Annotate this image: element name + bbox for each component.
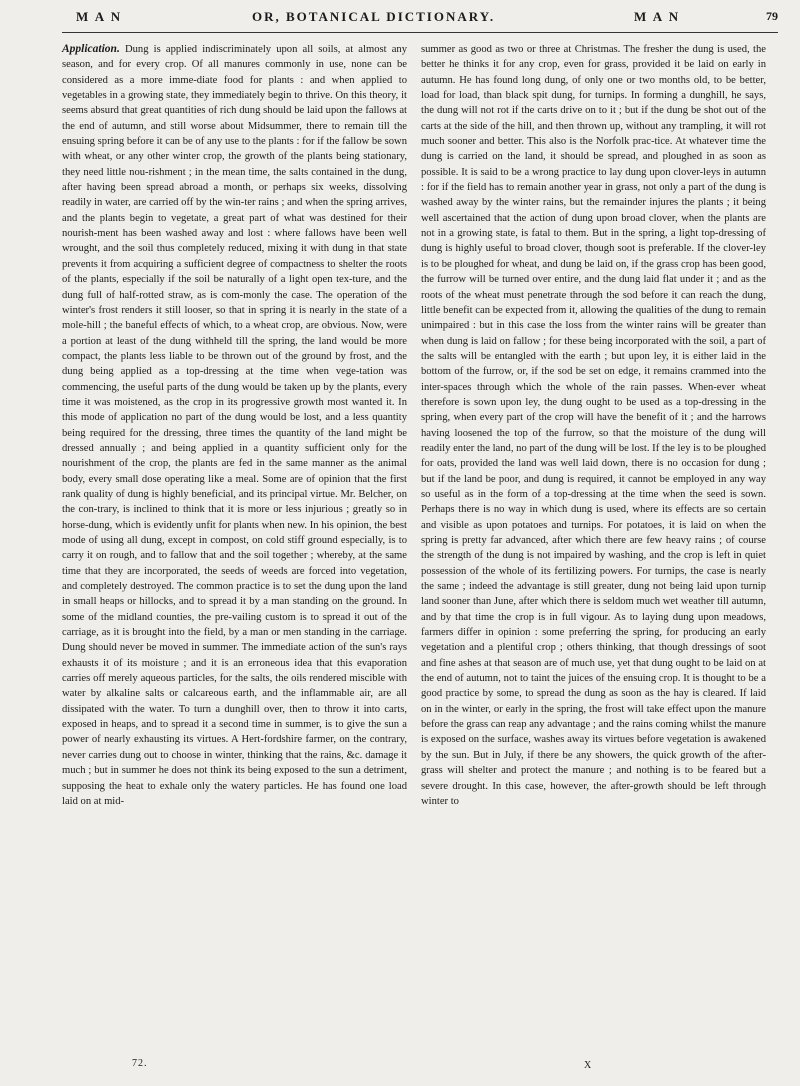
right-column-paragraph: summer as good as two or three at Christmas. The fresher the dung is used, the better he thinks it for any crop, even for grass, provided it be laid on early in autumn. He has found long dung, of only one or two months old, to be better, load for load, than black spit dung, for turnips. In forming a dunghill, he says, the dung will not rot if the carts drive on to it ; but if the dung be shot out of the carts at the side of the hill, and then thrown up, without any trampling, it will rot much sooner and better. This also is the Norfolk prac-tice. At whatever time the dung is carried on the land, it should be spread, and ploughed in as soon as possible. It is said to be a wrong practice to lay dung upon clover-leys in autumn : for if the field has to remain another year in grass, not only a part of the dung is washed away by the winter rains, but the remainder injures the plants ; it being well ascertained that the action of dung upon broad clover, when the plants are not in a growing state, is fatal to them. But in the spring, a light top-dressing of dung is highly useful to broad clover, though soot is preferable. If the clover-ley is to be ploughed for wheat, and dung be laid on, if the grass crop has been good, the furrow will be turned over entire, and the dung laid flat under it ; and as the roots of the wheat must penetrate through the sod before it can reach the dung, little benefit can be expected from it, allowing the qualities of the dung to remain unimpaired : but in this case the loss from the winter rains will be greater than when dung is laid on fallow ; for these being incorporated with the soil, a part of the salts will be entangled with the earth ; but upon ley, it is either laid in the bottom of the furrow, or, if the sod be set on edge, it remains crammed into the inter-spaces through which the whole of the rain passes. When-ever wheat therefore is sown upon ley, the dung ought to be used as a top-dressing in the spring, when every part of the crop will have the benefit of it ; and the harrows having loosened the top of the furrow, so that the moisture of the dung will readily enter the land, no part of the dung will be lost. If the ley is to be ploughed for oats, provided the land was well laid down, there is no occasion for dung ; but if the land be poor, and dung is required, it cannot be employed in any way so useful as in the form of a top-dressing at the time when the seed is sown. Perhaps there is no way in which dung is used, where its effects are so certain and visible as upon potatoes and turnips. For potatoes, it is laid on when the spring is pretty far advanced, after which there are few heavy rains ; of course the strength of the dung is not impaired by washing, and the crop is left in quiet possession of the whole of its fertilizing powers. For turnips, the case is nearly the same ; indeed the advantage is still greater, dung not being laid upon turnip land sooner than June, after which there is seldom much wet weather till autumn, and by that time the crop is in full vigour. As to laying dung upon meadows, farmers differ in opinion : some preferring the spring, for producing an early vegetation and a plentiful crop ; others thinking, that though dressings of soot and fine ashes at that season are of much use, yet that dung ought to be laid on at the end of autumn, not to taint the juices of the ensuing crop. It is thought to be a good practice by some, to spread the dung as soon as the hay is cleared. If laid on in the winter, or early in the spring, the frost will take effect upon the manure before the grass can reap any advantage ; and the rains coming whilst the manure is exposed on the surface, washes away its virtues before vegetation is awakened by the sun. But in July, if there be any showers, the quick growth of the after-grass will shelter and protect the manure ; and nothing is to be feared but a severe drought. In this case, however, the after-growth should be left through winter to bbox=[421, 44, 766, 807]
page-number: 79 bbox=[766, 9, 778, 23]
header-right-word: M A N bbox=[634, 9, 681, 24]
header-title: OR, BOTANICAL DICTIONARY. bbox=[252, 9, 496, 24]
left-column bbox=[62, 42, 407, 809]
signature-mark-left: 72. bbox=[132, 1058, 148, 1069]
running-header bbox=[62, 4, 778, 33]
left-column-paragraph bbox=[62, 42, 407, 809]
signature-mark-right: X bbox=[584, 1060, 592, 1071]
header-left-word: M A N bbox=[76, 9, 123, 24]
section-heading: Application. bbox=[62, 43, 120, 55]
left-column-text: Dung is applied indiscriminately upon all soils, at almost any season, and for every crop. Of all manures commonly in use, none can be considered as a more imme-diate food for plants : and when applied to vegetables in a growing state, they immediately begin to thrive. On this theory, it seems absurd that great quantities of rich dung should be laid upon the fallows at the end of autumn, and still worse about Midsummer, there to remain till the ensuing spring before it can be of any use to the plants : for if the fallow be sown with wheat, or any other winter crop, the growth of the plants being stationary, they need little nou-rishment ; in the mean time, the salts contained in the dung, after having been spread abroad a month, or perhaps six weeks, dissolving readily in water, are carried off by the win-ter rains ; and when the spring arrives, and the plants begin to vegetate, a great part of what was destined for their nourish-ment has been washed away and lost : where fallows have been well wrought, and the soil thus completely reduced, mixing it with dung in that state prevents it from acquiring a sufficient degree of compactness to shelter the roots of the plants, especially if the soil be naturally of a light open tex-ture, and the dung full of half-rotted straw, as is com-monly the case. The operation of the winter's frost renders it still looser, so that in spring it is nearly in the state of a mole-hill ; the baneful effects of which, to a wheat crop, are obvious. Now, were a portion at least of the dung withheld till the spring, the land would be more compact, the plants less liable to be thrown out of the ground by frost, and the dung being applied as a top-dressing at the time when vege-tation was commencing, the useful parts of the dung would be taken up by the plants, every time it was moistened, as the crop in its progressive growth most wanted it. In this mode of application no part of the dung would be lost, and a less quantity being required for the dressing, three times the quantity of the land might be dressed annually ; and being applied in a quantity sufficient only for the nourishment of the crop, the plants are fed in the same manner as the animal body, every small dose operating like a meal. Some are of opinion that the first rank quality of dung is highly beneficial, and its principal virtue. Mr. Belcher, on the con-trary, is inclined to think that it is more or less injurious ; greatly so in horse-dung, which is evidently unfit for plants when new. In his opinion, the best mode of using all dung, except in compost, on cold stiff ground especially, is to carry it on rough, and to fallow that and the soil together ; whereby, at the same time that they are incorporated, the seeds of weeds are forced into vegetation, and completely destroyed. The common practice is to set the dung upon the land in small heaps or hillocks, and to spread it by a man standing on the ground. In some of the midland counties, the pre-vailing custom is to spread it out of the carriage, as it is brought into the field, by a man or men standing in the carriage. Dung should never be moved in summer. The immediate action of the sun's rays exhausts it of its moisture ; and it is an erroneous idea that this evaporation carries off merely aqueous particles, for the salts, the oils rendered miscible with water by alkaline salts or calcareous earth, and the inflammable air, are all dissipated with the water. To turn a dunghill over, then to throw it into carts, exposed in heaps, and to spread it a second time in summer, is to give the sun a power of nearly exhausting its virtues. A Hert-fordshire farmer, on the contrary, never carries dung out to choose in winter, thinking that the rains, &c. damage it much ; but in summer he does not think its being exposed to the sun a detriment, supposing the heat to exhale only the watery particles. He has found one load laid on at mid- bbox=[62, 44, 407, 807]
right-column bbox=[421, 42, 766, 809]
